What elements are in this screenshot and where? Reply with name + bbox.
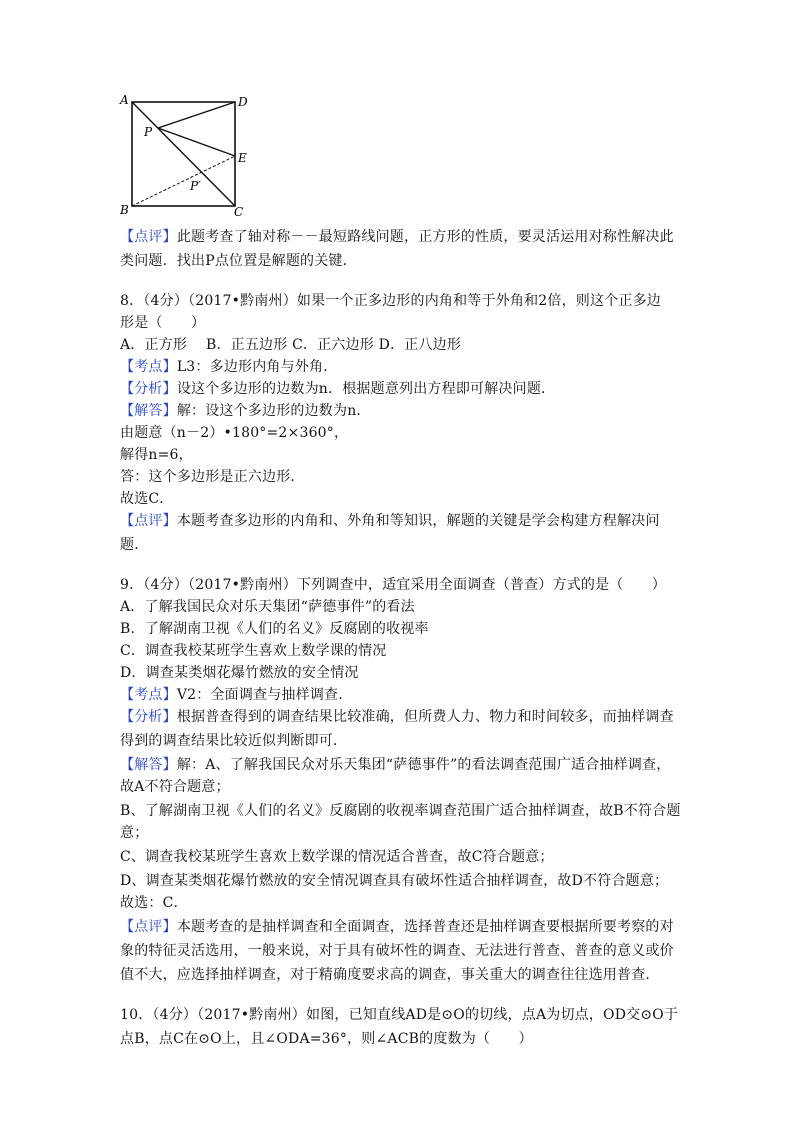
q8-stem-line-2: 形是（ ） — [120, 315, 206, 331]
q9-point-line — [120, 685, 680, 707]
q9-answer-text: 解：A、了解我国民众对乐天集团“萨德事件”的看法调查范围广适合抽样调查， — [176, 757, 671, 773]
q8-analysis-line — [120, 379, 680, 401]
q8-answer-text: 解：设这个多边形的边数为n． — [176, 403, 371, 419]
q9-answer-line-3: B、了解湖南卫视《人们的名义》反腐剧的收视率调查范围广适合抽样调查，故B不符合题 — [120, 803, 681, 819]
q9-answer-line-7: 故选：C． — [120, 895, 188, 911]
q8-answer-line-1 — [120, 401, 680, 423]
q10-stem-line-2: 点B，点C在⊙O上，且∠ODA=36°，则∠ACB的度数为（ ） — [120, 1031, 533, 1047]
q9-option-d: D．调查某类烟花爆竹燃放的安全情况 — [120, 665, 359, 681]
q9-review-line-1 — [120, 917, 680, 939]
q9-stem: 9．（4分）（2017•黔南州）下列调查中，适宜采用全面调查（普查）方式的是（ ） — [120, 577, 667, 593]
review-tag: 【点评】 — [120, 229, 177, 245]
q8-point-line — [120, 357, 680, 379]
q8-review-line-2: 题． — [120, 537, 149, 553]
q9-review-line-2: 象的特征灵活选用，一般来说，对于具有破坏性的调查、无法进行普查、普查的意义或价 — [120, 943, 674, 959]
q9-review-text: 本题考查的是抽样调查和全面调查，选择普查还是抽样调查要根据所要考察的对 — [176, 919, 674, 935]
review-tag: 【点评】 — [120, 513, 177, 529]
square-diagram — [112, 90, 262, 218]
point-tag: 【考点】 — [120, 359, 177, 375]
q9-point-text: V2：全面调查与抽样调查． — [176, 687, 353, 703]
q8-analysis-text: 设这个多边形的边数为n．根据题意列出方程即可解决问题． — [176, 381, 556, 397]
q9-option-a: A．了解我国民众对乐天集团“萨德事件”的看法 — [120, 599, 415, 615]
q8-review-text: 本题考查多边形的内角和、外角和等知识，解题的关键是学会构建方程解决问 — [176, 513, 660, 529]
q8-answer-line-5: 故选C． — [120, 491, 174, 507]
analysis-tag: 【分析】 — [120, 709, 177, 725]
label-b: B — [120, 203, 129, 217]
q9-answer-line-2: 故A不符合题意； — [120, 779, 230, 795]
q8-options: A．正方形 B．正五边形 C．正六边形 D．正八边形 — [120, 337, 462, 353]
q9-option-b: B．了解湖南卫视《人们的名义》反腐剧的收视率 — [120, 621, 429, 637]
q9-analysis-line-1 — [120, 707, 680, 729]
label-e: E — [238, 151, 247, 165]
q8-answer-line-4: 答：这个多边形是正六边形． — [120, 469, 305, 485]
q9-analysis-line-2: 得到的调查结果比较近似判断即可． — [120, 733, 348, 749]
q8-answer-line-2: 由题意（n－2）•180°=2×360°， — [120, 425, 349, 441]
q9-answer-line-4: 意； — [120, 825, 149, 841]
square-figure — [112, 90, 262, 218]
q9-answer-line-6: D、调查某类烟花爆竹燃放的安全情况调查具有破坏性适合抽样调查，故D不符合题意； — [120, 873, 669, 889]
review-tag: 【点评】 — [120, 919, 177, 935]
q9-option-c: C．调查我校某班学生喜欢上数学课的情况 — [120, 643, 387, 659]
analysis-tag: 【分析】 — [120, 381, 177, 397]
label-c: C — [234, 205, 244, 218]
q7-review-line-2: 类问题．找出P点位置是解题的关键． — [120, 253, 357, 269]
answer-tag: 【解答】 — [120, 403, 177, 419]
q8-answer-line-3: 解得n=6， — [120, 447, 193, 463]
answer-tag: 【解答】 — [120, 757, 177, 773]
q9-answer-line-1 — [120, 755, 680, 777]
point-tag: 【考点】 — [120, 687, 177, 703]
label-d: D — [238, 95, 248, 109]
q7-review-line-1 — [120, 227, 680, 249]
q8-review-line-1 — [120, 511, 680, 533]
q9-answer-line-5: C、调查我校某班学生喜欢上数学课的情况适合普查，故C符合题意； — [120, 849, 554, 865]
q8-point-text: L3：多边形内角与外角． — [176, 359, 338, 375]
label-a: A — [120, 93, 129, 107]
q10-stem-line-1: 10．（4分）（2017•黔南州）如图，已知直线AD是⊙O的切线，点A为切点，OD交⊙O于 — [120, 1007, 679, 1023]
q9-analysis-text: 根据普查得到的调查结果比较准确，但所费人力、物力和时间较多，而抽样调查 — [176, 709, 674, 725]
q8-stem-line-1: 8．（4分）（2017•黔南州）如果一个正多边形的内角和等于外角和2倍，则这个正多边 — [120, 293, 662, 309]
q7-review-text: 此题考查了轴对称－－最短路线问题，正方形的性质，要灵活运用对称性解决此 — [176, 229, 674, 245]
label-p-prime: P′ — [190, 179, 201, 193]
q9-review-line-3: 值不大，应选择抽样调查，对于精确度要求高的调查，事关重大的调查往往选用普查． — [120, 967, 660, 983]
label-p: P — [144, 125, 153, 139]
